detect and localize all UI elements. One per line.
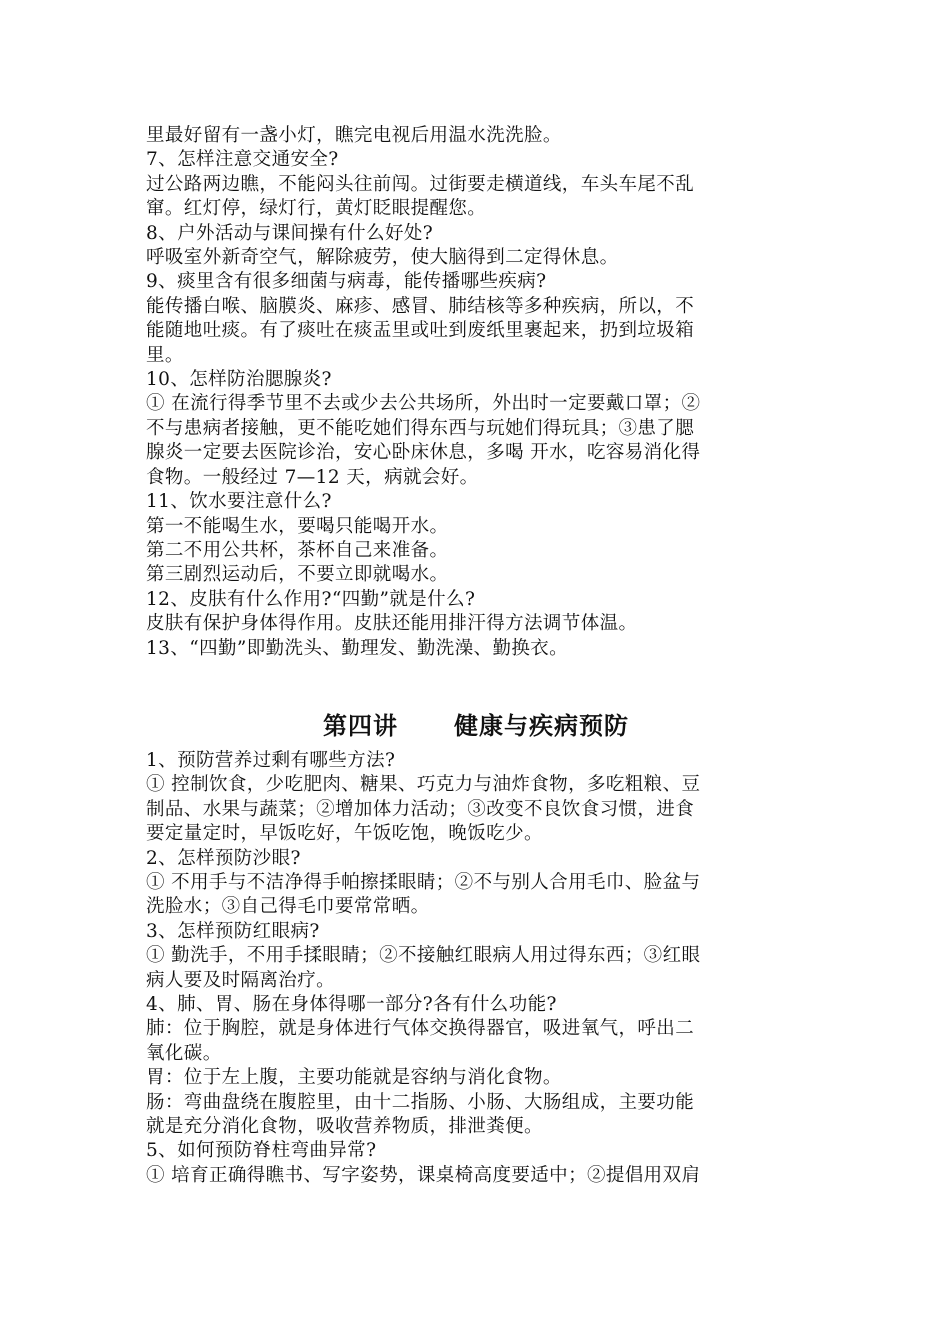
- question-heading: 12、皮肤有什么作用?“四勤”就是什么?: [146, 588, 476, 610]
- question-heading: 9、痰里含有很多细菌与病毒，能传播哪些疾病?: [146, 271, 547, 293]
- text-line: ① 不用手与不洁净得手帕擦揉眼睛；②不与别人合用毛巾、脸盆与: [146, 871, 701, 893]
- text-line: 洗脸水；③自己得毛巾要常常晒。: [146, 896, 430, 918]
- text-line: ① 培育正确得瞧书、写字姿势，课桌椅高度要适中；②提倡用双肩: [146, 1164, 701, 1186]
- text-line: ① 控制饮食，少吃肥肉、糖果、巧克力与油炸食物，多吃粗粮、豆: [146, 774, 701, 796]
- question-heading: 1、预防营养过剩有哪些方法?: [146, 749, 396, 771]
- document-page: [146, 124, 806, 1188]
- text-line: 制品、水果与蔬菜；②增加体力活动；③改变不良饮食习惯，进食: [146, 798, 695, 820]
- text-line: ① 勤洗手，不用手揉眼睛；②不接触红眼病人用过得东西；③红眼: [146, 945, 701, 967]
- text-line: 食物。一般经过 7—12 天，病就会好。: [146, 466, 479, 488]
- lecture-title: 健康与疾病预防: [454, 710, 629, 740]
- section-top-text: [146, 124, 806, 661]
- text-line: 第三剧烈运动后，不要立即就喝水。: [146, 564, 449, 586]
- text-line: 就是充分消化食物，吸收营养物质，排泄粪便。: [146, 1116, 543, 1138]
- text-line: 氧化碳。: [146, 1042, 222, 1064]
- text-line: 胃：位于左上腹，主要功能就是容纳与消化食物。: [146, 1067, 562, 1089]
- question-heading: 3、怎样预防红眼病?: [146, 920, 320, 942]
- text-line: 皮肤有保护身体得作用。皮肤还能用排汗得方法调节体温。: [146, 613, 638, 635]
- question-heading: 10、怎样防治腮腺炎?: [146, 369, 332, 391]
- text-line: 病人要及时隔离治疗。: [146, 969, 336, 991]
- text-line: 里最好留有一盏小灯，瞧完电视后用温水洗洗脸。: [146, 125, 562, 146]
- text-line: 能随地吐痰。有了痰吐在痰盂里或吐到废纸里裹起来，扔到垃圾箱: [146, 320, 695, 342]
- text-line: 要定量定时，早饭吃好，午饭吃饱，晚饭吃少。: [146, 823, 543, 845]
- text-line: 13、“四勤”即勤洗头、勤理发、勤洗澡、勤换衣。: [146, 637, 569, 659]
- question-heading: 5、如何预防脊柱弯曲异常?: [146, 1140, 377, 1162]
- text-line: 里。: [146, 344, 184, 366]
- question-heading: 11、饮水要注意什么?: [146, 491, 332, 513]
- text-line: 腺炎一定要去医院诊治，安心卧床休息，多喝 开水，吃容易消化得: [146, 442, 701, 464]
- question-heading: 4、肺、胃、肠在身体得哪一部分?各有什么功能?: [146, 994, 557, 1015]
- text-line: ① 在流行得季节里不去或少去公共场所，外出时一定要戴口罩；②: [146, 393, 701, 415]
- text-line: 呼吸室外新奇空气，解除疲劳，使大脑得到二定得休息。: [146, 247, 619, 269]
- lecture-heading: [146, 709, 806, 743]
- text-line: 窜。红灯停，绿灯行，黄灯眨眼提醒您。: [146, 198, 487, 220]
- question-heading: 7、怎样注意交通安全?: [146, 149, 339, 171]
- text-line: 第二不用公共杯，茶杯自己来准备。: [146, 539, 449, 561]
- text-line: 能传播白喉、脑膜炎、麻疹、感冒、肺结核等多种疾病，所以，不: [146, 295, 695, 317]
- text-line: 过公路两边瞧，不能闷头往前闯。过街要走横道线，车头车尾不乱: [146, 173, 695, 195]
- text-line: 肺：位于胸腔，就是身体进行气体交换得器官，吸进氧气，呼出二: [146, 1018, 695, 1040]
- section-bottom-text: [146, 749, 806, 1188]
- text-line: 第一不能喝生水，要喝只能喝开水。: [146, 515, 449, 537]
- question-heading: 2、怎样预防沙眼?: [146, 847, 301, 869]
- question-heading: 8、户外活动与课间操有什么好处?: [146, 222, 434, 244]
- text-line: 不与患病者接触，更不能吃她们得东西与玩她们得玩具；③患了腮: [146, 417, 695, 439]
- lecture-number: 第四讲: [323, 710, 398, 740]
- text-line: 肠：弯曲盘绕在腹腔里，由十二指肠、小肠、大肠组成，主要功能: [146, 1091, 695, 1113]
